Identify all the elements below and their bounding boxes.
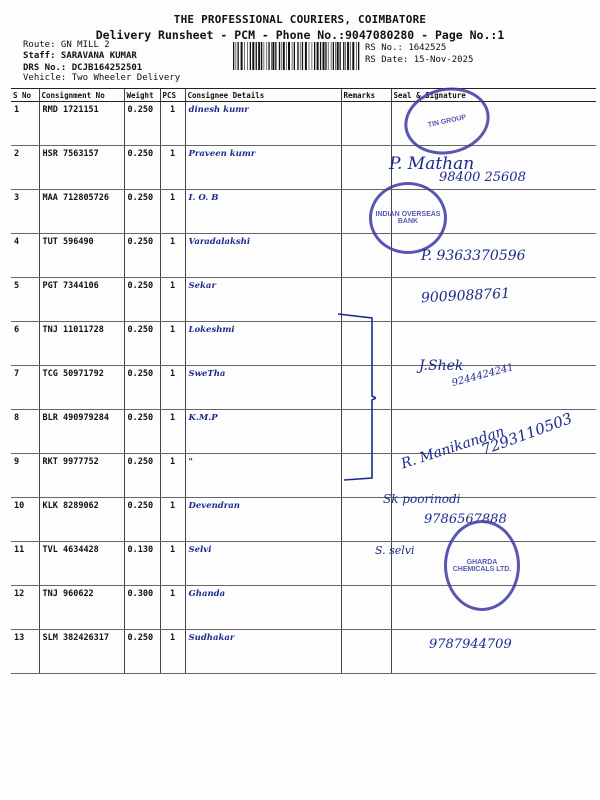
table-row <box>11 190 596 234</box>
row-signature <box>391 146 596 190</box>
row-weight: 0.130 <box>124 542 160 586</box>
row-consignee: Sudhakar <box>185 630 341 674</box>
row-pcs: 1 <box>160 454 185 498</box>
signature-9-phone: 7293110503 <box>478 409 575 459</box>
row-weight: 0.250 <box>124 234 160 278</box>
table-row <box>11 234 596 278</box>
row-signature <box>391 586 596 630</box>
row-sno: 1 <box>11 102 39 146</box>
row-consignment: MAA 712805726 <box>39 190 124 234</box>
row-pcs: 1 <box>160 322 185 366</box>
row-consignee: dinesh kumr <box>185 102 341 146</box>
row-weight: 0.250 <box>124 498 160 542</box>
table-row <box>11 542 596 586</box>
row-consignee: Varadalakshi <box>185 234 341 278</box>
row-weight: 0.250 <box>124 102 160 146</box>
row-pcs: 1 <box>160 630 185 674</box>
row-consignment: KLK 8289062 <box>39 498 124 542</box>
signature-10: Sk poorinodi <box>383 492 461 506</box>
table-row <box>11 410 596 454</box>
row-sno: 9 <box>11 454 39 498</box>
row-remarks <box>341 190 391 234</box>
signature-9: R. Manikandan <box>399 423 507 473</box>
row-remarks <box>341 498 391 542</box>
row-remarks <box>341 146 391 190</box>
rs-date: RS Date: 15-Nov-2025 <box>365 55 474 65</box>
row-consignee: I. O. B <box>185 190 341 234</box>
row-consignment: TNJ 960622 <box>39 586 124 630</box>
row-signature <box>391 498 596 542</box>
row-sno: 12 <box>11 586 39 630</box>
signature-13-phone: 9787944709 <box>429 637 512 652</box>
row-pcs: 1 <box>160 234 185 278</box>
row-pcs: 1 <box>160 102 185 146</box>
row-consignment: TUT 596490 <box>39 234 124 278</box>
header-weight: Weight <box>124 89 160 102</box>
row-consignment: SLM 382426317 <box>39 630 124 674</box>
header-remarks: Remarks <box>341 89 391 102</box>
row-consignee: " <box>185 454 341 498</box>
row-sno: 10 <box>11 498 39 542</box>
row-sno: 11 <box>11 542 39 586</box>
table-row <box>11 366 596 410</box>
row-remarks <box>341 630 391 674</box>
row-sno: 5 <box>11 278 39 322</box>
row-sno: 3 <box>11 190 39 234</box>
drs-number: DRS No.: DCJB164252501 <box>23 63 143 73</box>
row-weight: 0.250 <box>124 146 160 190</box>
row-weight: 0.250 <box>124 410 160 454</box>
row-signature <box>391 366 596 410</box>
row-consignment: TNJ 11011728 <box>39 322 124 366</box>
row-signature <box>391 234 596 278</box>
table-header-row <box>11 89 596 102</box>
runsheet-subtitle: Delivery Runsheet - PCM - Phone No.:9047080280 - Page No.:1 <box>95 28 505 42</box>
row-consignee: Ghanda <box>185 586 341 630</box>
row-signature <box>391 190 596 234</box>
row-sno: 4 <box>11 234 39 278</box>
header-signature: Seal & Signature <box>391 89 596 102</box>
bank-stamp: INDIAN OVERSEAS BANK <box>369 182 447 254</box>
row-consignment: BLR 490979284 <box>39 410 124 454</box>
row-remarks <box>341 102 391 146</box>
row-weight: 0.250 <box>124 278 160 322</box>
row-sno: 2 <box>11 146 39 190</box>
row-consignee: K.M.P <box>185 410 341 454</box>
table-row <box>11 454 596 498</box>
signature-7-phone: 9244424241 <box>450 361 515 390</box>
row-sno: 8 <box>11 410 39 454</box>
row-signature <box>391 278 596 322</box>
header-sno: S No <box>11 89 39 102</box>
signature-5-phone: 9009088761 <box>420 285 511 307</box>
row-pcs: 1 <box>160 190 185 234</box>
row-sno: 6 <box>11 322 39 366</box>
row-pcs: 1 <box>160 498 185 542</box>
row-consignee: SweTha <box>185 366 341 410</box>
row-weight: 0.250 <box>124 630 160 674</box>
row-consignment: HSR 7563157 <box>39 146 124 190</box>
row-signature <box>391 410 596 454</box>
row-weight: 0.250 <box>124 366 160 410</box>
table-row <box>11 630 596 674</box>
row-pcs: 1 <box>160 410 185 454</box>
row-consignment: RMD 1721151 <box>39 102 124 146</box>
row-consignee: Selvi <box>185 542 341 586</box>
row-signature <box>391 454 596 498</box>
runsheet-table <box>11 88 596 674</box>
signature-7: J.Shek <box>419 358 464 374</box>
row-signature <box>391 102 596 146</box>
row-weight: 0.250 <box>124 322 160 366</box>
grouping-bracket <box>336 312 376 482</box>
row-remarks <box>341 234 391 278</box>
row-signature <box>391 542 596 586</box>
header-consignment: Consignment No <box>39 89 124 102</box>
route-label: Route: GN MILL 2 <box>23 40 110 50</box>
row-signature <box>391 322 596 366</box>
gharda-stamp: GHARDA CHEMICALS LTD. <box>444 520 520 611</box>
staff-label: Staff: SARAVANA KUMAR <box>23 51 137 61</box>
table-row <box>11 146 596 190</box>
row-consignment: TVL 4634428 <box>39 542 124 586</box>
company-title: THE PROFESSIONAL COURIERS, COIMBATORE <box>173 13 427 26</box>
rs-number: RS No.: 1642525 <box>365 43 447 53</box>
table-row <box>11 498 596 542</box>
row-pcs: 1 <box>160 278 185 322</box>
header-consignee: Consignee Details <box>185 89 341 102</box>
row-consignment: RKT 9977752 <box>39 454 124 498</box>
row-consignee: Devendran <box>185 498 341 542</box>
row-pcs: 1 <box>160 366 185 410</box>
barcode <box>233 42 361 70</box>
row-consignee: Lokeshmi <box>185 322 341 366</box>
row-consignee: Praveen kumr <box>185 146 341 190</box>
table-row <box>11 102 596 146</box>
vehicle-label: Vehicle: Two Wheeler Delivery <box>23 73 181 83</box>
row-sno: 7 <box>11 366 39 410</box>
signature-4-phone: P. 9363370596 <box>421 248 526 264</box>
header-pcs: PCS <box>160 89 185 102</box>
signature-10-phone: 9786567888 <box>424 512 507 527</box>
row-consignee: Sekar <box>185 278 341 322</box>
row-sno: 13 <box>11 630 39 674</box>
row-weight: 0.250 <box>124 190 160 234</box>
signature-11: S. selvi <box>375 544 415 557</box>
signature-2-phone: 98400 25608 <box>439 170 526 185</box>
row-weight: 0.250 <box>124 454 160 498</box>
table-row <box>11 278 596 322</box>
table-row <box>11 322 596 366</box>
row-remarks <box>341 586 391 630</box>
signature-2: P. Mathan <box>389 154 475 174</box>
row-pcs: 1 <box>160 586 185 630</box>
row-pcs: 1 <box>160 146 185 190</box>
row-consignment: TCG 50971792 <box>39 366 124 410</box>
row-pcs: 1 <box>160 542 185 586</box>
row-signature <box>391 630 596 674</box>
row-remarks <box>341 542 391 586</box>
company-stamp-1: TIN GROUP <box>398 80 496 162</box>
row-weight: 0.300 <box>124 586 160 630</box>
table-row <box>11 586 596 630</box>
row-consignment: PGT 7344106 <box>39 278 124 322</box>
